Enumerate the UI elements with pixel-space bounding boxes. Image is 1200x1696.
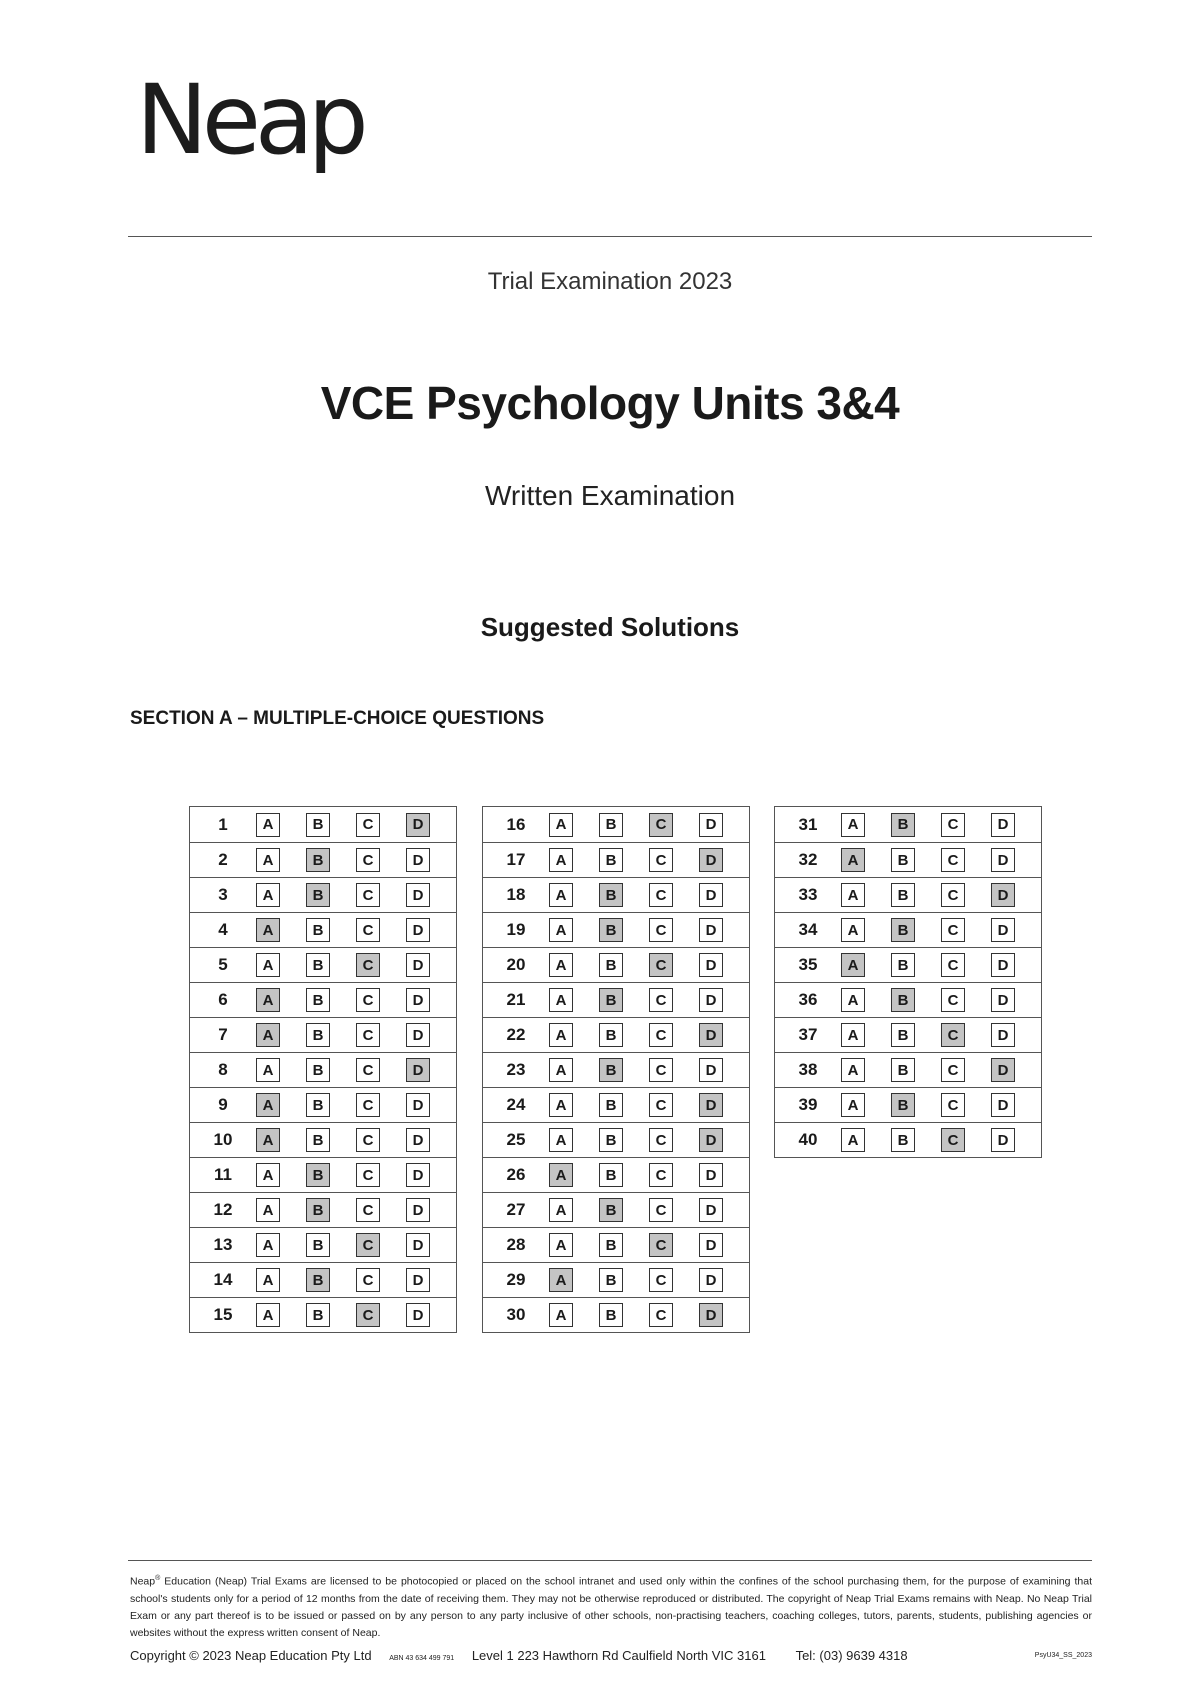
question-number: 16 [506,814,526,834]
option-c: C [941,953,965,977]
question-number: 31 [798,814,818,834]
option-c: C [649,1303,673,1327]
option-c-selected: C [649,953,673,977]
option-b: B [599,848,623,872]
option-a: A [256,1058,280,1082]
answer-row [775,807,1041,842]
option-a: A [256,953,280,977]
answer-row [190,912,456,947]
option-b-selected: B [306,1198,330,1222]
option-b: B [891,1128,915,1152]
option-b: B [891,953,915,977]
answer-row [775,1052,1041,1087]
answer-row [483,1122,749,1157]
option-d: D [406,918,430,942]
footer-divider [128,1560,1092,1561]
answer-row [190,1262,456,1297]
answer-row [483,912,749,947]
option-a: A [549,1128,573,1152]
option-d: D [991,848,1015,872]
question-number: 7 [218,1025,228,1044]
option-c: C [649,1268,673,1292]
option-d: D [406,988,430,1012]
option-b: B [306,1233,330,1257]
page-title: VCE Psychology Units 3&4 [320,377,900,429]
header-divider [128,236,1092,237]
answer-row [190,1017,456,1052]
option-d-selected: D [699,1093,723,1117]
option-b: B [599,813,623,837]
option-d: D [699,1233,723,1257]
answer-row [775,1122,1041,1157]
question-number: 34 [798,920,818,939]
answer-row [483,842,749,877]
answer-row [190,947,456,982]
option-c: C [356,848,380,872]
option-c-selected: C [356,1303,380,1327]
question-number: 39 [798,1095,818,1114]
question-number: 19 [506,920,526,939]
question-number: 17 [506,850,526,869]
question-number: 24 [506,1095,526,1114]
footer-copyright: Copyright © 2023 Neap Education Pty Ltd [130,1648,372,1663]
option-a: A [256,1163,280,1187]
answer-row [190,877,456,912]
answer-row [190,842,456,877]
option-b: B [891,848,915,872]
option-d: D [406,1093,430,1117]
option-b: B [599,1268,623,1292]
option-c: C [649,1023,673,1047]
option-d: D [699,953,723,977]
option-c: C [356,988,380,1012]
answer-row [190,1192,456,1227]
option-d: D [406,1128,430,1152]
option-b-selected: B [599,883,623,907]
option-b-selected: B [306,883,330,907]
option-d: D [699,918,723,942]
option-a: A [549,1023,573,1047]
answer-row [483,1157,749,1192]
option-d: D [699,883,723,907]
option-b: B [891,883,915,907]
answer-grid-2 [482,806,750,1333]
option-b: B [599,1233,623,1257]
question-number: 2 [218,850,228,869]
option-a-selected: A [549,1268,573,1292]
answer-row [190,982,456,1017]
option-a: A [841,1058,865,1082]
option-b-selected: B [891,918,915,942]
answer-row [190,1052,456,1087]
footer [130,1648,1092,1663]
answer-row [483,1262,749,1297]
option-d-selected: D [406,813,430,837]
option-d: D [406,1198,430,1222]
answer-row [483,947,749,982]
option-b: B [891,1058,915,1082]
option-c: C [649,918,673,942]
option-a: A [549,953,573,977]
option-b: B [306,1023,330,1047]
answer-row [483,982,749,1017]
option-b: B [306,1058,330,1082]
question-number: 37 [798,1025,818,1044]
option-b-selected: B [599,988,623,1012]
question-number: 25 [506,1130,526,1149]
option-d: D [699,813,723,837]
option-c: C [941,1058,965,1082]
exam-subtitle: Trial Examination 2023 [487,268,733,295]
answer-row [483,1087,749,1122]
answer-row [483,1192,749,1227]
option-c: C [356,1128,380,1152]
option-b: B [599,1163,623,1187]
option-b: B [599,1093,623,1117]
option-d-selected: D [699,1303,723,1327]
option-b-selected: B [599,1058,623,1082]
question-number: 27 [506,1200,526,1219]
option-a: A [549,1058,573,1082]
registered-mark: ® [155,1575,161,1582]
question-number: 3 [218,885,228,904]
option-c: C [356,1023,380,1047]
option-d: D [699,988,723,1012]
neap-logo: Neap [136,64,363,176]
section-heading: SECTION A – MULTIPLE-CHOICE QUESTIONS [130,708,545,729]
option-b-selected: B [599,1198,623,1222]
option-b: B [306,813,330,837]
option-d: D [406,953,430,977]
option-a: A [549,883,573,907]
option-a: A [841,1128,865,1152]
option-b-selected: B [891,1093,915,1117]
option-d: D [699,1163,723,1187]
option-c: C [941,883,965,907]
option-b-selected: B [306,1163,330,1187]
option-b: B [599,1303,623,1327]
question-number: 14 [213,1270,233,1289]
answer-row [190,1157,456,1192]
option-a: A [549,918,573,942]
question-number: 11 [214,1165,232,1184]
footer-address: Level 1 223 Hawthorn Rd Caulfield North VIC 3161 [471,1648,766,1663]
option-a: A [549,1198,573,1222]
option-c: C [649,1093,673,1117]
option-d-selected: D [699,1128,723,1152]
option-a: A [256,1268,280,1292]
option-a: A [549,988,573,1012]
option-c: C [941,918,965,942]
question-number: 8 [218,1060,228,1079]
option-b-selected: B [599,918,623,942]
solutions-heading: Suggested Solutions [480,612,740,642]
answer-row [483,1017,749,1052]
option-c: C [941,1093,965,1117]
option-d: D [406,883,430,907]
answer-row [483,1297,749,1332]
question-number: 40 [798,1130,818,1149]
question-number: 21 [506,990,526,1009]
option-c: C [649,1128,673,1152]
option-a: A [841,1023,865,1047]
option-a: A [549,1233,573,1257]
option-b: B [599,953,623,977]
copyright-disclaimer [130,1570,1092,1642]
answer-row [775,1017,1041,1052]
option-a: A [841,883,865,907]
option-a: A [256,1198,280,1222]
option-b: B [891,1023,915,1047]
option-c: C [649,988,673,1012]
option-a-selected: A [256,918,280,942]
option-d: D [991,953,1015,977]
question-number: 28 [506,1235,526,1254]
option-c: C [356,1198,380,1222]
answer-row [483,1227,749,1262]
option-c: C [356,1093,380,1117]
option-b-selected: B [306,848,330,872]
option-d-selected: D [699,1023,723,1047]
footer-abn: ABN 43 634 499 791 [389,1655,455,1662]
option-c-selected: C [356,1233,380,1257]
option-c: C [356,883,380,907]
footer-code: PsyU34_SS_2023 [1034,1652,1092,1659]
answer-row [483,1052,749,1087]
answer-row [775,982,1041,1017]
option-a: A [549,1303,573,1327]
answer-row [483,807,749,842]
option-b: B [306,918,330,942]
answer-row [190,1297,456,1332]
option-b: B [599,1023,623,1047]
question-number: 4 [218,920,228,939]
option-c: C [356,813,380,837]
option-d: D [406,1023,430,1047]
option-a: A [549,813,573,837]
option-a: A [549,1093,573,1117]
option-d: D [991,1023,1015,1047]
option-c: C [649,848,673,872]
question-number: 1 [218,814,228,834]
option-c-selected: C [649,813,673,837]
option-a: A [256,1303,280,1327]
option-d: D [991,918,1015,942]
option-d-selected: D [406,1058,430,1082]
option-c: C [941,813,965,837]
option-c: C [356,1163,380,1187]
question-number: 35 [798,955,818,974]
answer-row [483,877,749,912]
option-c: C [649,1163,673,1187]
option-d: D [406,1303,430,1327]
question-number: 10 [213,1130,233,1149]
answer-row [190,1227,456,1262]
answer-row [775,947,1041,982]
answer-row [775,842,1041,877]
option-c-selected: C [649,1233,673,1257]
answer-grid-3 [774,806,1042,1158]
option-a-selected: A [549,1163,573,1187]
question-number: 26 [506,1165,526,1184]
question-number: 13 [213,1235,233,1254]
option-a: A [841,813,865,837]
question-number: 5 [218,955,228,974]
option-d: D [406,1233,430,1257]
question-number: 29 [506,1270,526,1289]
option-c-selected: C [356,953,380,977]
option-d: D [699,1268,723,1292]
option-d: D [406,848,430,872]
option-b: B [306,1128,330,1152]
option-b: B [599,1128,623,1152]
answer-grid-1 [189,806,457,1333]
question-number: 30 [506,1305,526,1324]
option-a-selected: A [256,1128,280,1152]
option-d: D [991,813,1015,837]
option-d: D [991,1093,1015,1117]
option-d-selected: D [991,1058,1015,1082]
answer-row [190,1122,456,1157]
option-c: C [356,918,380,942]
option-a-selected: A [841,848,865,872]
option-d: D [991,988,1015,1012]
option-c: C [941,988,965,1012]
question-number: 33 [798,885,818,904]
option-d: D [991,1128,1015,1152]
option-a-selected: A [256,988,280,1012]
disclaimer-text: Education (Neap) Trial Exams are licensed to be photocopied or placed on the school intranet and used only within the confines of the school purchasing them, for the purpose of examining that school's students only for a period of 12 months from the date of receiving them. They may not be otherwise reproduced or distributed. The copyright of Neap Trial Exams remains with Neap. No Neap Trial Exam or any part thereof is to be issued or passed on by any person to any party inclusive of other schools, non-practising teachers, coaching colleges, tutors, parents, students, publishing agencies or websites without the express written consent of Neap. [130,1575,1092,1639]
exam-type: Written Examination [484,480,736,511]
question-number: 38 [798,1060,818,1079]
option-a: A [549,848,573,872]
answer-row [775,912,1041,947]
option-a: A [841,1093,865,1117]
option-b: B [306,953,330,977]
option-d-selected: D [991,883,1015,907]
option-a-selected: A [256,1023,280,1047]
question-number: 12 [213,1200,233,1219]
question-number: 18 [506,885,526,904]
option-a: A [841,988,865,1012]
option-d: D [406,1268,430,1292]
option-a-selected: A [256,1093,280,1117]
answer-row [775,1087,1041,1122]
question-number: 6 [218,990,228,1009]
question-number: 23 [506,1060,526,1079]
option-d: D [699,1058,723,1082]
option-b-selected: B [891,988,915,1012]
option-c: C [649,883,673,907]
answer-row [775,877,1041,912]
option-a: A [841,918,865,942]
option-b-selected: B [891,813,915,837]
question-number: 22 [506,1025,526,1044]
option-c-selected: C [941,1023,965,1047]
question-number: 36 [798,990,818,1009]
option-d-selected: D [699,848,723,872]
question-number: 9 [218,1095,228,1114]
option-c-selected: C [941,1128,965,1152]
answer-row [190,807,456,842]
option-d: D [406,1163,430,1187]
option-c: C [649,1198,673,1222]
answer-row [190,1087,456,1122]
question-number: 20 [506,955,526,974]
option-b-selected: B [306,1268,330,1292]
option-a: A [256,848,280,872]
question-number: 32 [798,850,818,869]
option-c: C [649,1058,673,1082]
disclaimer-brand: Neap [130,1575,156,1588]
option-b: B [306,988,330,1012]
question-number: 15 [213,1305,233,1324]
option-a: A [256,1233,280,1257]
option-c: C [356,1268,380,1292]
option-b: B [306,1303,330,1327]
option-d: D [699,1198,723,1222]
option-a: A [256,813,280,837]
option-a: A [256,883,280,907]
option-c: C [356,1058,380,1082]
option-c: C [941,848,965,872]
option-b: B [306,1093,330,1117]
option-a-selected: A [841,953,865,977]
footer-phone: Tel: (03) 9639 4318 [795,1648,908,1663]
